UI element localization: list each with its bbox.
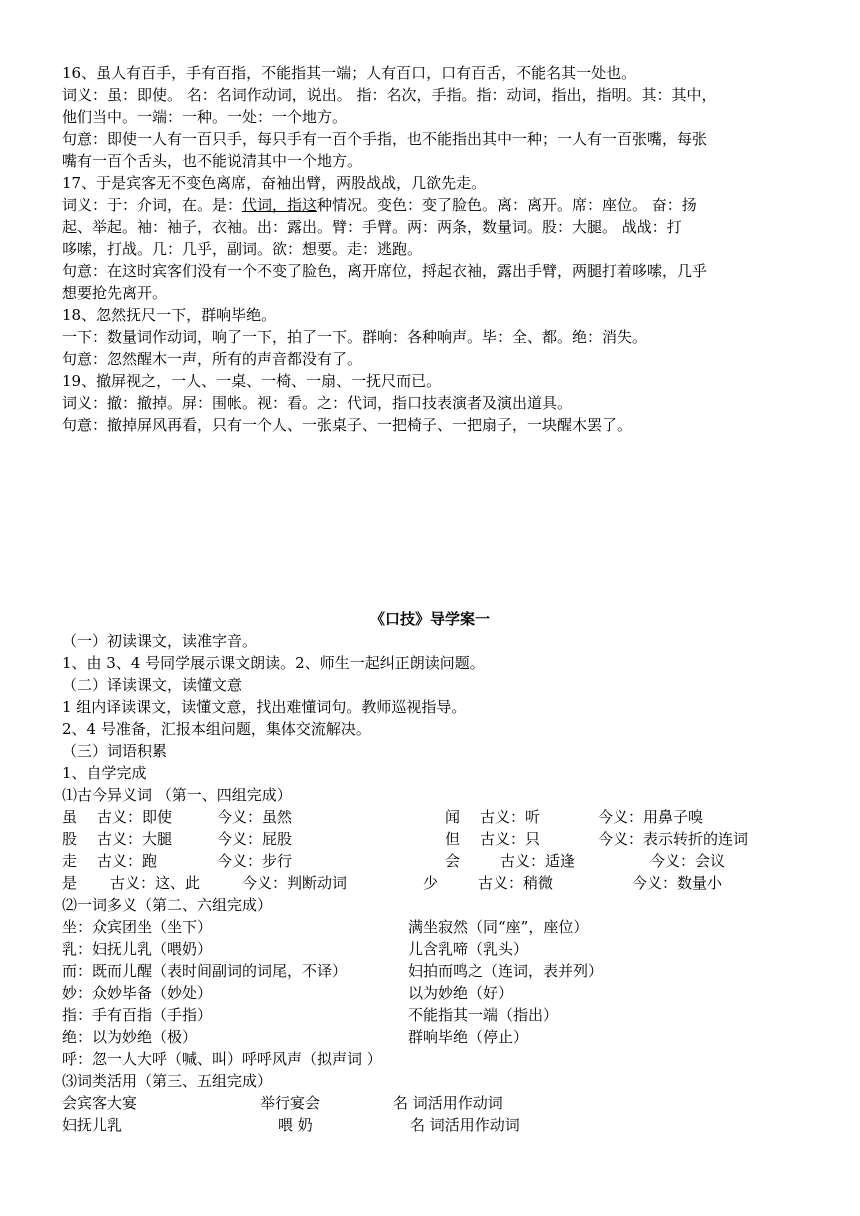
gujin-heading: ⑴古今异义词 （第一、四组完成）	[62, 786, 292, 804]
gujin-modern-right: 今义：用鼻子嗅	[598, 808, 704, 826]
sentence-meaning-17-cont: 想要抢先离开。	[62, 284, 168, 302]
duoyi-row	[62, 916, 802, 938]
gujin-modern-left: 今义：步行	[217, 852, 293, 870]
gujin-word-right: 少	[423, 874, 439, 892]
gujin-ancient-left: 古义：这、此	[110, 874, 201, 892]
word-meaning-19: 词义：撤：撤掉。屏：围帐。视：看。之：代词，指口技表演者及演出道具。	[62, 394, 573, 412]
gujin-modern-right: 今义：数量小	[632, 874, 723, 892]
gujin-ancient-right: 古义：只	[480, 830, 541, 848]
word-meaning-17-c: 种情况。变色：变了脸色。离：离开。席：座位。 奋：扬	[317, 196, 697, 214]
duoyi-left: 妙：众妙毕备（妙处）	[62, 984, 213, 1002]
gujin-word-right: 会	[445, 852, 461, 870]
gujin-word-left: 是	[62, 874, 78, 892]
sentence-meaning-16: 句意：即使一人有一百只手，每只手有一百个手指，也不能指出其中一种；一人有一百张嘴，每张	[62, 130, 708, 148]
duoyi-row	[62, 1004, 802, 1026]
duoyi-left: 而：既而儿醒（表时间副词的词尾，不译）	[62, 962, 348, 980]
duoyi-hu: 呼：忽一人大呼（喊、叫）呼呼风声（拟声词 ）	[62, 1050, 382, 1068]
duoyi-right: 群响毕绝（停止）	[408, 1028, 529, 1046]
huoyong-usage: 名 词活用作动词	[393, 1094, 503, 1112]
word-meaning-17-underlined: 代词，指这	[242, 196, 318, 214]
gujin-modern-right: 今义：表示转折的连词	[598, 830, 749, 848]
duoyi-right: 妇拍而鸣之（连词，表并列）	[408, 962, 604, 980]
gujin-ancient-left: 古义：大腿	[97, 830, 173, 848]
huoyong-row	[62, 1092, 802, 1114]
duoyi-heading: ⑵一词多义（第二、六组完成）	[62, 896, 273, 914]
gujin-modern-left: 今义：屁股	[217, 830, 293, 848]
gujin-modern-left: 今义：虽然	[217, 808, 293, 826]
huoyong-row	[62, 1114, 802, 1136]
sentence-17: 17、于是宾客无不变色离席，奋袖出臂，两股战战，几欲先走。	[62, 174, 487, 192]
section-3-heading: （三）词语积累	[62, 742, 168, 760]
sentence-meaning-19: 句意：撤掉屏风再看，只有一个人、一张桌子、一把椅子、一把扇子，一块醒木罢了。	[62, 416, 633, 434]
huoyong-phrase: 会宾客大宴	[62, 1094, 138, 1112]
gujin-ancient-right: 古义：适逢	[500, 852, 576, 870]
huoyong-meaning: 喂 奶	[278, 1116, 313, 1134]
huoyong-phrase: 妇抚儿乳	[62, 1116, 123, 1134]
gujin-word-left: 虽	[62, 808, 78, 826]
gujin-word-left: 走	[62, 852, 78, 870]
gujin-row	[62, 850, 802, 872]
gujin-word-right: 但	[445, 830, 461, 848]
duoyi-row	[62, 938, 802, 960]
worksheet-title: 《口技》导学案一	[369, 610, 490, 628]
gujin-word-left: 股	[62, 830, 78, 848]
word-meaning-16: 词义：虽：即使。 名：名词作动词，说出。 指：名次，手指。指：动词，指出，指明。其：其中，	[62, 86, 717, 104]
gujin-ancient-left: 古义：跑	[97, 852, 158, 870]
section-1-task: 1、由 3、4 号同学展示课文朗读。2、师生一起纠正朗读问题。	[62, 654, 485, 672]
word-meaning-18: 一下：数量词作动词，响了一下，拍了一下。群响：各种响声。毕：全、都。绝：消失。	[62, 328, 648, 346]
gujin-ancient-right: 古义：稍微	[478, 874, 554, 892]
huoyong-meaning: 举行宴会	[260, 1094, 321, 1112]
gujin-ancient-right: 古义：听	[480, 808, 541, 826]
gujin-word-right: 闻	[445, 808, 461, 826]
sentence-meaning-16-cont: 嘴有一百个舌头，也不能说清其中一个地方。	[62, 152, 363, 170]
gujin-row	[62, 872, 802, 894]
sentence-16: 16、虽人有百手，手有百指，不能指其一端；人有百口，口有百舌，不能名其一处也。	[62, 64, 637, 82]
word-meaning-17	[62, 194, 802, 216]
gujin-ancient-left: 古义：即使	[97, 808, 173, 826]
section-2-task-1: 1 组内译读课文，读懂文意，找出难懂词句。教师巡视指导。	[62, 698, 467, 716]
duoyi-left: 乳：妇抚儿乳（喂奶）	[62, 940, 213, 958]
duoyi-right: 以为妙绝（好）	[408, 984, 514, 1002]
huoyong-usage: 名 词活用作动词	[410, 1116, 520, 1134]
section-1-heading: （一）初读课文，读准字音。	[62, 632, 258, 650]
sentence-meaning-18: 句意：忽然醒木一声，所有的声音都没有了。	[62, 350, 363, 368]
gujin-row	[62, 806, 802, 828]
sentence-19: 19、撤屏视之，一人、一桌、一椅、一扇、一抚尺而已。	[62, 372, 442, 390]
word-meaning-16-cont: 他们当中。一端：一种。一处：一个地方。	[62, 108, 348, 126]
duoyi-left: 绝：以为妙绝（极）	[62, 1028, 198, 1046]
self-study-heading: 1、自学完成	[62, 764, 147, 782]
duoyi-row	[62, 1026, 802, 1048]
duoyi-right: 不能指其一端（指出）	[408, 1006, 559, 1024]
gujin-modern-left: 今义：判断动词	[242, 874, 348, 892]
duoyi-right: 儿含乳啼（乳头）	[408, 940, 529, 958]
duoyi-left: 指：手有百指（手指）	[62, 1006, 213, 1024]
huoyong-heading: ⑶词类活用（第三、五组完成）	[62, 1072, 273, 1090]
duoyi-row	[62, 960, 802, 982]
gujin-row	[62, 828, 802, 850]
sentence-meaning-17: 句意：在这时宾客们没有一个不变了脸色，离开席位，捋起衣袖，露出手臂，两腿打着哆嗦，几乎	[62, 262, 708, 280]
word-meaning-17-cont: 起、举起。袖：袖子，衣袖。出：露出。臂：手臂。两：两条，数量词。股：大腿。 战战：打	[62, 218, 682, 236]
duoyi-left: 坐：众宾团坐（坐下）	[62, 918, 213, 936]
gujin-modern-right: 今义：会议	[650, 852, 726, 870]
section-2-heading: （二）译读课文，读懂文意	[62, 676, 243, 694]
section-2-task-2: 2、4 号准备，汇报本组问题，集体交流解决。	[62, 720, 371, 738]
word-meaning-17-a: 词义：于：介词，在。是：	[62, 196, 243, 214]
duoyi-right: 满坐寂然（同“座”，座位）	[408, 918, 589, 936]
duoyi-row	[62, 982, 802, 1004]
sentence-18: 18、忽然抚尺一下，群响毕绝。	[62, 306, 277, 324]
word-meaning-17-cont2: 哆嗦，打战。几：几乎，副词。欲：想要。走：逃跑。	[62, 240, 423, 258]
